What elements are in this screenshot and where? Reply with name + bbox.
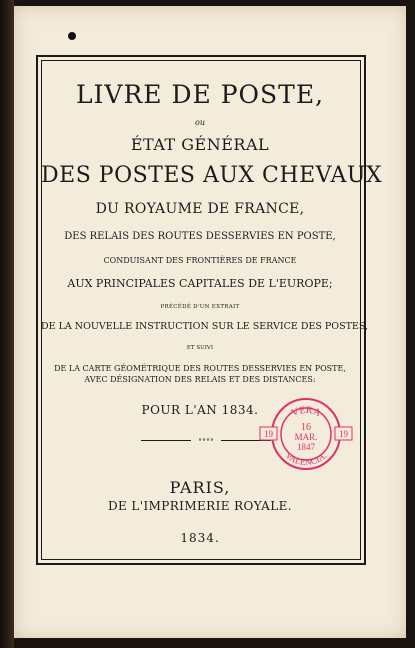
stamp-day: 16 bbox=[301, 422, 311, 433]
text-designation: AVEC DÉSIGNATION DES RELAIS ET DES DISTANCES: bbox=[84, 375, 316, 384]
text-precede: PRÉCÉDÉ D'UN EXTRAIT bbox=[160, 304, 240, 310]
text-year-label: POUR L'AN 1834. bbox=[141, 403, 259, 417]
text-carte: DE LA CARTE GÉOMÉTRIQUE DES ROUTES DESSERVIES EN POSTE, bbox=[54, 364, 346, 373]
text-instruction: DE LA NOUVELLE INSTRUCTION SUR LE SERVICE DES POSTES, bbox=[41, 321, 369, 332]
subtitle-etat: ÉTAT GÉNÉRAL bbox=[130, 135, 270, 154]
title-connector: ou bbox=[195, 118, 205, 127]
text-suivi: ET SUIVI bbox=[186, 345, 214, 351]
stamp-month: MAR. bbox=[294, 432, 318, 442]
postal-stamp bbox=[258, 395, 354, 473]
stamp-region: VALENCIA. bbox=[283, 450, 329, 468]
stamp-right-number: 19 bbox=[339, 429, 348, 439]
stamp-town: VERA bbox=[289, 404, 323, 420]
wormhole bbox=[68, 32, 76, 40]
subtitle-royaume: DU ROYAUME DE FRANCE, bbox=[95, 201, 305, 217]
text-conduisant: CONDUISANT DES FRONTIÈRES DE FRANCE bbox=[103, 256, 297, 265]
imprint-year: 1834. bbox=[180, 531, 220, 545]
divider-ornament: ∘∘∘∘ bbox=[191, 435, 221, 445]
subtitle-postes: DES POSTES AUX CHEVAUX bbox=[41, 163, 383, 188]
text-capitales: AUX PRINCIPALES CAPITALES DE L'EUROPE; bbox=[67, 277, 333, 290]
imprint-city: PARIS, bbox=[169, 478, 231, 497]
imprint-printer: DE L'IMPRIMERIE ROYALE. bbox=[107, 499, 292, 513]
main-title: LIVRE DE POSTE, bbox=[75, 80, 325, 109]
book-spine bbox=[0, 0, 14, 648]
stamp-left-number: 19 bbox=[264, 429, 273, 439]
stamp-year: 1847 bbox=[297, 442, 315, 452]
text-relais: DES RELAIS DES ROUTES DESSERVIES EN POSTE, bbox=[64, 231, 336, 242]
